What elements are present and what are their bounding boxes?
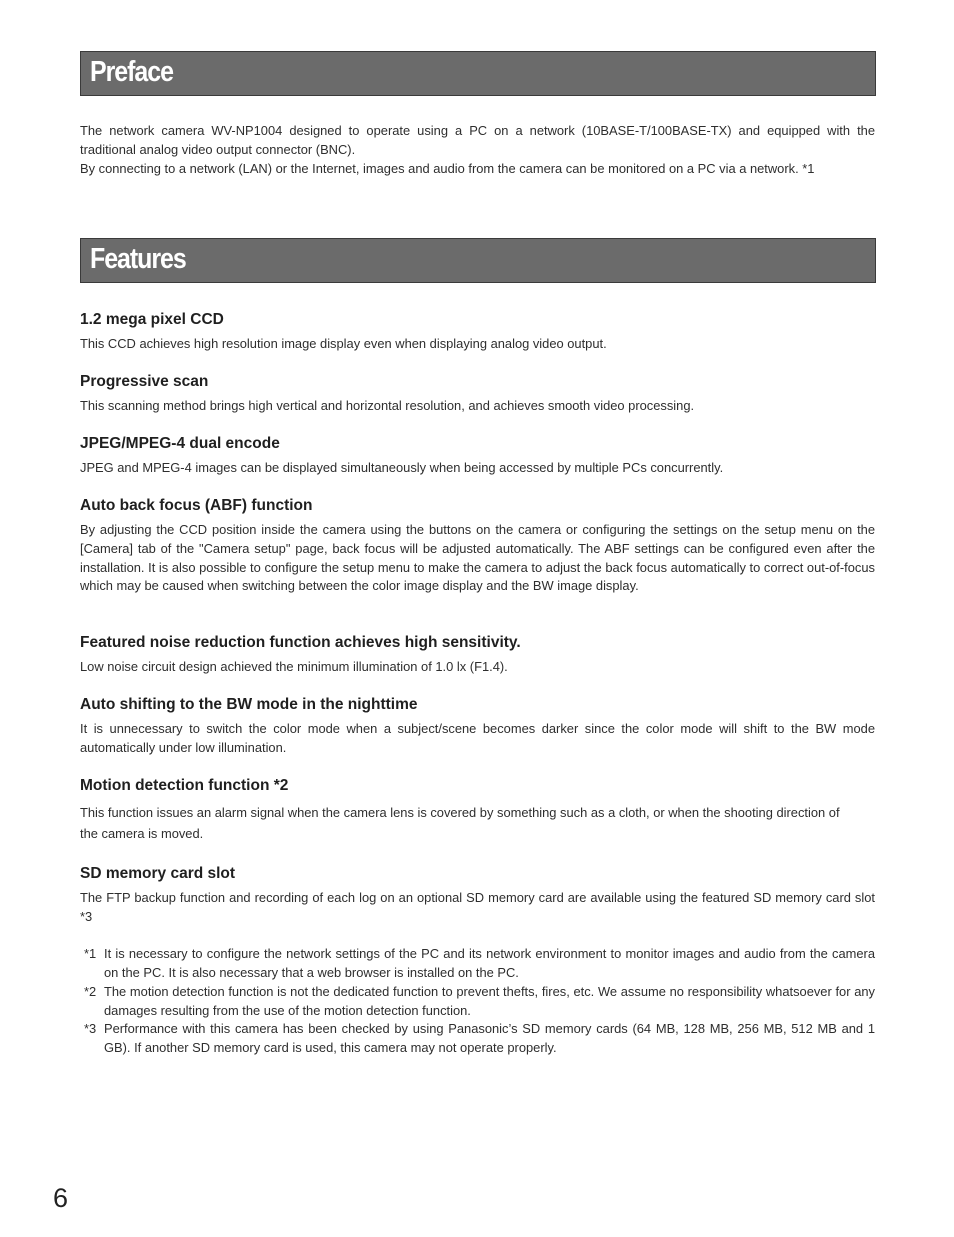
- footnote-3-text: Performance with this camera has been checked by using Panasonic’s SD memory cards (64 MB, 128 MB, 256 MB, 512 MB and 1 GB). If another SD memory card is used, this camera may not operate properly.: [104, 1021, 875, 1055]
- feature-heading-dual-encode: JPEG/MPEG-4 dual encode: [80, 435, 280, 452]
- feature-heading-bw-mode: Auto shifting to the BW mode in the nighttime: [80, 696, 418, 713]
- footnote-1: [80, 945, 875, 983]
- feature-body-sd-slot: The FTP backup function and recording of each log on an optional SD memory card are available using the featured SD memory card slot *3: [80, 890, 875, 924]
- feature-body-abf: By adjusting the CCD position inside the camera using the buttons on the camera or configuring the settings on the setup menu on the [Camera] tab of the "Camera setup" page, back focus will be adjusted automatically. The ABF settings can be configured even after the installation. It is also possible to configure the setup menu to make the camera to adjust the back focus automatically to correct out-of-focus which may be caused when switching between the color image display and the BW image display.: [80, 522, 875, 594]
- footnote-3-mark: *3: [84, 1021, 97, 1036]
- preface-title: Preface: [90, 56, 173, 88]
- features-title: Features: [90, 243, 186, 275]
- feature-body-dual-encode: JPEG and MPEG-4 images can be displayed simultaneously when being accessed by multiple PCs concurrently.: [80, 460, 724, 475]
- feature-body-noise-reduction: Low noise circuit design achieved the minimum illumination of 1.0 lx (F1.4).: [80, 659, 508, 674]
- feature-heading-abf: Auto back focus (ABF) function: [80, 497, 313, 514]
- feature-heading-sd-slot: SD memory card slot: [80, 865, 236, 882]
- footnote-2-mark: *2: [84, 984, 97, 999]
- preface-title-bar: [80, 51, 876, 96]
- footnote-2: [80, 983, 875, 1021]
- feature-heading-noise-reduction: Featured noise reduction function achieves high sensitivity.: [80, 634, 521, 651]
- feature-body-progressive-scan: This scanning method brings high vertical and horizontal resolution, and achieves smooth video processing.: [80, 398, 695, 413]
- features-title-bar: [80, 238, 876, 283]
- feature-body-ccd: This CCD achieves high resolution image display even when displaying analog video output.: [80, 336, 607, 351]
- feature-heading-motion-detection: Motion detection function *2: [80, 777, 289, 794]
- footnote-2-text: The motion detection function is not the dedicated function to prevent thefts, fires, etc. We assume no responsibility whatsoever for any damages resulting from the use of the motion detection function.: [104, 984, 875, 1018]
- footnote-1-text: It is necessary to configure the network settings of the PC and its network environment to monitor images and audio from the camera on the PC. It is also necessary that a web browser is installed on the PC.: [104, 946, 875, 980]
- feature-body-bw-mode: It is unnecessary to switch the color mode when a subject/scene becomes darker since the color mode will shift to the BW mode automatically under low illumination.: [80, 721, 875, 755]
- footnote-3: [80, 1020, 875, 1058]
- footnote-1-mark: *1: [84, 946, 97, 961]
- feature-body-motion-detection: This function issues an alarm signal when the camera lens is covered by something such as a cloth, or when the shooting direction of the camera is moved.: [80, 805, 840, 841]
- preface-paragraph-1: The network camera WV-NP1004 designed to operate using a PC on a network (10BASE-T/100BASE-TX) and equipped with the traditional analog video output connector (BNC).: [80, 123, 875, 157]
- feature-heading-ccd: 1.2 mega pixel CCD: [80, 311, 224, 328]
- preface-paragraph-2: By connecting to a network (LAN) or the Internet, images and audio from the camera can be monitored on a PC via a network. *1: [80, 161, 815, 176]
- page-number: 6: [53, 1183, 69, 1213]
- feature-heading-progressive-scan: Progressive scan: [80, 373, 209, 390]
